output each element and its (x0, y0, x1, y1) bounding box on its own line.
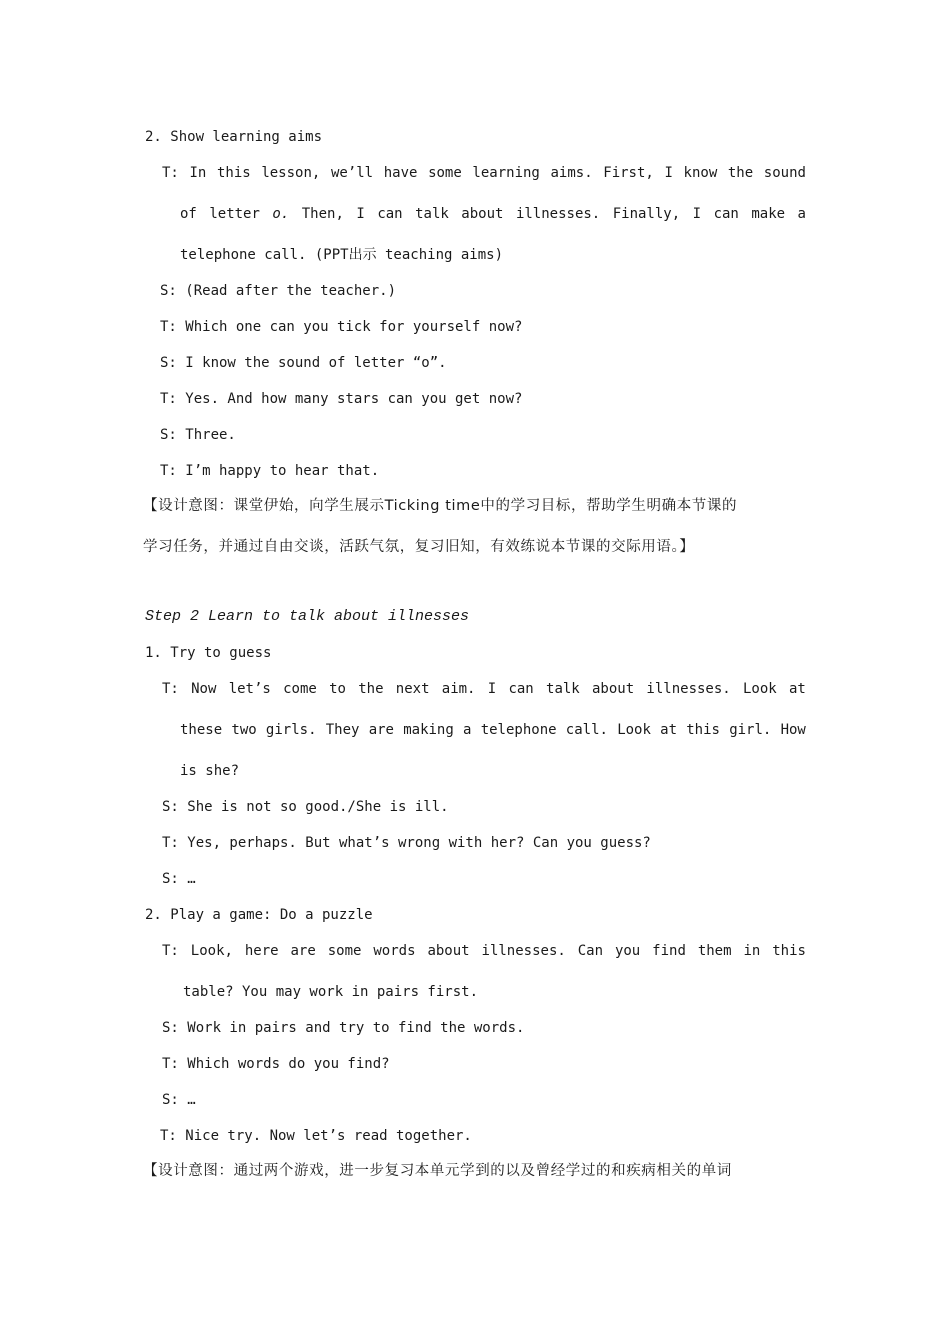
word: the (727, 165, 754, 181)
design-intent-note-3: 【设计意图：通过两个游戏，进一步复习本单元学到的以及曾经学过的和疾病相关的单词 (143, 1163, 732, 1179)
word: Look (617, 722, 651, 738)
student-line-three: S: Three. (160, 427, 236, 443)
word: can (377, 206, 403, 222)
step-2-title: Step 2 Learn to talk about illnesses (145, 608, 470, 625)
word: have (383, 165, 418, 181)
word: I (692, 206, 702, 222)
word: In (189, 165, 207, 181)
word: I (664, 165, 673, 181)
word: are (368, 722, 394, 738)
teacher-line-read-together: T: Nice try. Now let’s read together. (160, 1128, 472, 1144)
word: Then, (301, 206, 344, 222)
word: in (743, 943, 761, 959)
word: Finally, (612, 206, 681, 222)
word: some (428, 165, 462, 181)
word: know (683, 165, 718, 181)
teacher-line-aims-2 (180, 205, 806, 223)
design-intent-note-1: 【设计意图：课堂伊始，向学生展示Ticking time中的学习目标，帮助学生明确本节课的 (143, 498, 738, 514)
word: about (427, 943, 470, 959)
word: are (290, 943, 316, 959)
word: Can (577, 943, 604, 959)
word: making (403, 722, 454, 738)
student-line-pairs: S: Work in pairs and try to find the words. (162, 1020, 525, 1036)
word: call. (565, 722, 608, 738)
part-heading-try-to-guess: 1. Try to guess (145, 645, 272, 661)
word: at (788, 681, 806, 697)
teacher-line-stars: T: Yes. And how many stars can you get now? (160, 391, 523, 407)
teacher-line-puzzle-2: table? You may work in pairs first. (183, 984, 479, 1000)
design-intent-note-2: 学习任务，并通过自由交谈，活跃气氛，复习旧知，有效练说本节课的交际用语。】 (143, 539, 695, 555)
teacher-line-puzzle-1 (162, 942, 806, 960)
word: sound (763, 165, 806, 181)
word: illnesses. (646, 681, 731, 697)
word: They (325, 722, 360, 738)
teacher-line-guess-1 (162, 680, 806, 698)
word: next (395, 681, 430, 697)
word: Now (191, 681, 217, 697)
word: these (180, 722, 223, 738)
teacher-line-happy: T: I’m happy to hear that. (160, 463, 380, 479)
word: T: (162, 943, 179, 959)
word: make (751, 206, 786, 222)
word: to (329, 681, 346, 697)
student-line-ellipsis-1: S: … (162, 871, 196, 887)
word: talk (415, 206, 449, 222)
word: a (797, 206, 806, 222)
student-line-ill: S: She is not so good./She is ill. (162, 799, 449, 815)
word: can (713, 206, 739, 222)
word: of (180, 206, 197, 222)
word: Look, (190, 943, 233, 959)
student-line-letter: S: I know the sound of letter “o”. (160, 355, 447, 371)
teacher-line-which-words: T: Which words do you find? (162, 1056, 390, 1072)
student-line-ellipsis-2: S: … (162, 1092, 196, 1108)
word: girl. (729, 722, 772, 738)
word: can (508, 681, 534, 697)
teacher-line-tick: T: Which one can you tick for yourself now? (160, 319, 523, 335)
word: learning (472, 165, 540, 181)
word: let’s (228, 681, 271, 697)
part-heading-puzzle: 2. Play a game: Do a puzzle (145, 907, 373, 923)
word: I (356, 206, 365, 222)
word: a (463, 722, 472, 738)
word: some (327, 943, 362, 959)
word: telephone (480, 722, 557, 738)
word: First, (603, 165, 654, 181)
word: you (614, 943, 641, 959)
word: at (660, 722, 677, 738)
word: we’ll (330, 165, 374, 181)
word: letter (209, 206, 260, 222)
word: this (772, 943, 806, 959)
word: them (697, 943, 732, 959)
word: about (592, 681, 635, 697)
word: find (652, 943, 686, 959)
word: words (373, 943, 416, 959)
word: T: (162, 165, 179, 181)
word: aim. (441, 681, 476, 697)
word: aims. (550, 165, 593, 181)
teacher-line-guess-2 (180, 721, 806, 739)
teacher-line-aims-1 (162, 164, 806, 182)
word: about (461, 206, 504, 222)
word: T: (162, 681, 179, 697)
student-line-1: S: (Read after the teacher.) (160, 283, 397, 299)
word: here (244, 943, 279, 959)
teacher-line-guess-3: is she? (180, 763, 240, 779)
word: Look (742, 681, 777, 697)
word: this (686, 722, 720, 738)
word: I (487, 681, 497, 697)
word: talk (546, 681, 580, 697)
teacher-line-wrong: T: Yes, perhaps. But what’s wrong with her? Can you guess? (162, 835, 651, 851)
word: two (231, 722, 257, 738)
word: illnesses. (481, 943, 566, 959)
word: How (780, 722, 806, 738)
word: come (283, 681, 317, 697)
word: lesson, (261, 165, 321, 181)
word: girls. (265, 722, 317, 738)
teacher-line-aims-3: telephone call. (PPT出示 teaching aims) (180, 247, 504, 263)
word: this (216, 165, 251, 181)
word: illnesses. (515, 206, 601, 222)
section-heading-learning-aims: 2. Show learning aims (145, 129, 323, 145)
word: the (358, 681, 384, 697)
letter-o: o. (272, 206, 290, 222)
